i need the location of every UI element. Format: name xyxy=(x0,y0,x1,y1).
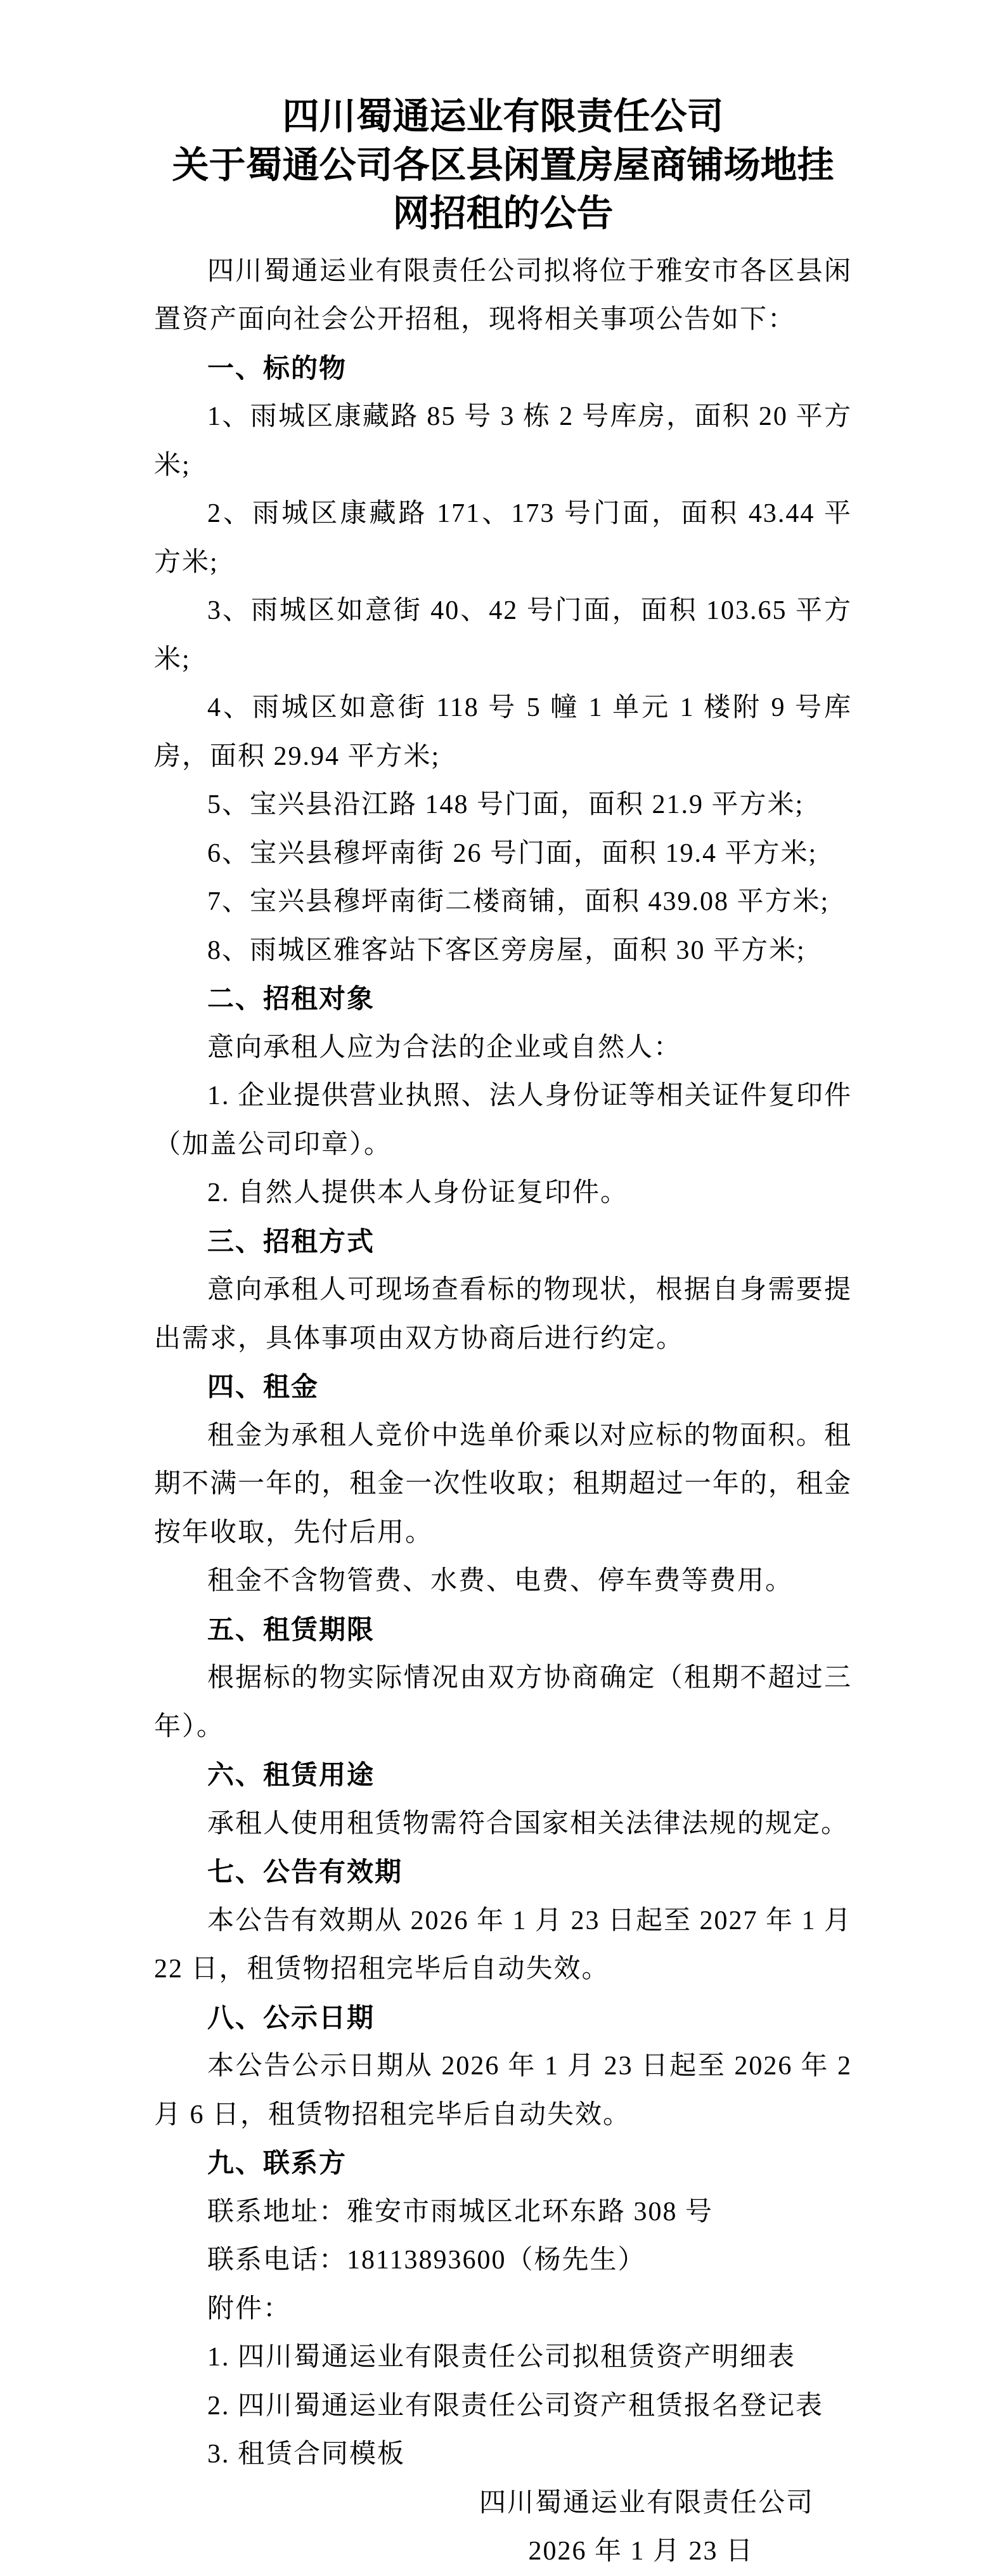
attachment-item: 3. 租赁合同模板 xyxy=(207,2440,406,2469)
section-heading-lease-usage: 六、租赁用途 xyxy=(207,1759,375,1790)
section-heading-targets: 一、标的物 xyxy=(207,352,347,384)
section-heading-contact: 九、联系方 xyxy=(207,2147,347,2178)
attachment-item: 1. 四川蜀通运业有限责任公司拟租赁资产明细表 xyxy=(207,2343,796,2372)
target-item: 5、宝兴县沿江路 148 号门面，面积 21.9 平方米; xyxy=(207,790,804,819)
signature-company: 四川蜀通运业有限责任公司 xyxy=(479,2488,814,2518)
lessee-eligibility-lead: 意向承租人应为合法的企业或自然人： xyxy=(207,1032,682,1062)
target-item: 3、雨城区如意街 40、42 号门面，面积 103.65 平方米; xyxy=(154,596,852,674)
document-title xyxy=(154,93,852,238)
attachment-item: 2. 四川蜀通运业有限责任公司资产租赁报名登记表 xyxy=(207,2391,824,2421)
contact-phone: 联系电话：18113893600（杨先生） xyxy=(207,2246,646,2275)
section-heading-lease-term: 五、租赁期限 xyxy=(207,1613,375,1645)
validity-period-paragraph: 本公告有效期从 2026 年 1 月 23 日起至 2027 年 1 月 22 日，租赁物招租完毕后自动失效。 xyxy=(154,1906,853,1984)
section-heading-publicity-period: 八、公示日期 xyxy=(207,2001,375,2033)
rent-excluded-fees-paragraph: 租金不含物管费、水费、电费、停车费等费用。 xyxy=(207,1566,794,1596)
contact-address: 联系地址：雅安市雨城区北环东路 308 号 xyxy=(207,2197,714,2227)
lease-usage-paragraph: 承租人使用租赁物需符合国家相关法律法规的规定。 xyxy=(207,1809,849,1838)
attachments-label: 附件： xyxy=(207,2294,292,2324)
target-item: 6、宝兴县穆坪南街 26 号门面，面积 19.4 平方米; xyxy=(207,838,818,868)
leasing-method-paragraph: 意向承租人可现场查看标的物现状，根据自身需要提出需求，具体事项由双方协商后进行约定。 xyxy=(154,1275,852,1353)
rent-paragraph: 租金为承租人竞价中选单价乘以对应标的物面积。租期不满一年的，租金一次性收取；租期超过一年的，租金按年收取，先付后用。 xyxy=(154,1421,852,1547)
target-item: 1、雨城区康藏路 85 号 3 栋 2 号库房，面积 20 平方米; xyxy=(154,402,852,480)
section-heading-leasing-method: 三、招租方式 xyxy=(207,1225,375,1257)
target-item: 2、雨城区康藏路 171、173 号门面，面积 43.44 平方米; xyxy=(154,499,852,577)
section-heading-lessee-eligibility: 二、招租对象 xyxy=(207,983,375,1014)
intro-paragraph: 四川蜀通运业有限责任公司拟将位于雅安市各区县闲置资产面向社会公开招租，现将相关事项公告如下： xyxy=(154,256,852,334)
publicity-period-paragraph: 本公告公示日期从 2026 年 1 月 23 日起至 2026 年 2 月 6 日，租赁物招租完毕后自动失效。 xyxy=(154,2052,852,2130)
document-title-subject-line: 关于蜀通公司各区县闲置房屋商铺场地挂网招租的公告 xyxy=(172,144,834,234)
lessee-eligibility-item: 2. 自然人提供本人身份证复印件。 xyxy=(207,1178,629,1207)
section-heading-rent: 四、租金 xyxy=(207,1371,319,1402)
lease-term-paragraph: 根据标的物实际情况由双方协商确定（租期不超过三年）。 xyxy=(154,1663,852,1741)
document-title-company-line: 四川蜀通运业有限责任公司 xyxy=(282,96,724,137)
lessee-eligibility-item: 1. 企业提供营业执照、法人身份证等相关证件复印件（加盖公司印章）。 xyxy=(154,1081,852,1159)
target-item: 8、雨城区雅客站下客区旁房屋，面积 30 平方米; xyxy=(207,935,806,965)
signature-date: 2026 年 1 月 23 日 xyxy=(528,2537,754,2566)
target-item: 7、宝兴县穆坪南街二楼商铺，面积 439.08 平方米; xyxy=(207,887,830,916)
section-heading-validity-period: 七、公告有效期 xyxy=(207,1856,403,1887)
target-item: 4、雨城区如意街 118 号 5 幢 1 单元 1 楼附 9 号库房，面积 29.94 平方米; xyxy=(154,693,852,771)
